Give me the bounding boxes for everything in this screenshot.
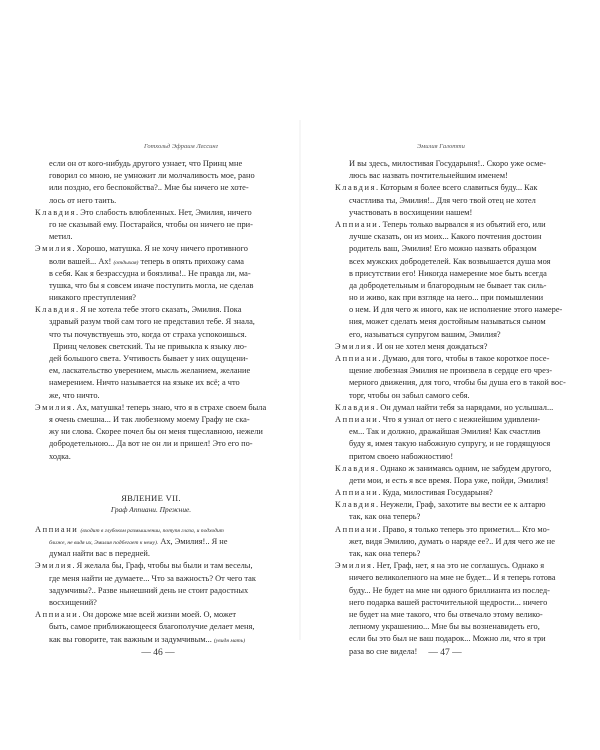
line-text: . Ах, матушка! теперь знаю, что я в страхе своем была bbox=[72, 402, 267, 412]
line-text: него подарка вашей расточительной щедрости... ничего bbox=[349, 597, 548, 607]
line-text: притом своею набожностию! bbox=[349, 451, 454, 461]
speaker-name: Аппиани bbox=[335, 414, 379, 424]
line-text: если он от кого-нибудь другого узнает, что Принц мне bbox=[49, 159, 243, 168]
text-line bbox=[35, 365, 267, 377]
line-text: да добродетельным и благородным не бывает так силь- bbox=[349, 280, 547, 290]
line-text: если бы это был не ваш подарок... Можно ли, что я три bbox=[349, 634, 546, 644]
text-line bbox=[35, 402, 267, 414]
speaker-name: Эмилия bbox=[35, 561, 73, 571]
stage-direction: ближе, не видя их, Эмилия подбегает к нему). bbox=[49, 540, 159, 547]
speaker-name: Аппиани bbox=[335, 354, 379, 363]
text-line bbox=[335, 353, 567, 365]
text-line bbox=[335, 414, 567, 426]
line-text: теперь в опять прихожу сама bbox=[138, 256, 244, 266]
speech-block bbox=[335, 158, 567, 182]
text-line bbox=[35, 524, 267, 536]
text-line bbox=[335, 499, 567, 511]
text-line bbox=[335, 560, 567, 572]
line-text: раза во сне видела! bbox=[349, 646, 418, 656]
text-line bbox=[335, 597, 567, 609]
speaker-name: Аппиани bbox=[335, 488, 379, 498]
line-text: как вы говорите, так важным и задумчивым... bbox=[49, 634, 214, 644]
page-number: — 46 — bbox=[141, 648, 175, 658]
page-body bbox=[335, 158, 567, 658]
line-text: . Думаю, для того, чтобы в такое короткое посе- bbox=[378, 354, 550, 363]
text-line bbox=[35, 536, 267, 548]
line-text: . Неужели, Граф, захотите вы вести ее к алтарю bbox=[376, 500, 546, 510]
line-text: лось от него таить. bbox=[49, 195, 117, 205]
line-text: никакого преступления? bbox=[49, 293, 136, 303]
text-line bbox=[335, 158, 567, 170]
line-text: дети мои, и есть я все время. Пора уже, пойди, Эмилия! bbox=[349, 475, 549, 485]
line-text: что ты почувствуешь это, когда от страха успокоишься. bbox=[49, 329, 247, 339]
line-text: Принц человек светский. Ты не привыкла к языку лю- bbox=[53, 341, 247, 351]
line-text: . Которым я более всего славиться буду... Как bbox=[376, 183, 538, 193]
speaker-name: Аппиани bbox=[335, 219, 379, 229]
scene-title: ЯВЛЕНИЕ VII. bbox=[121, 492, 181, 503]
text-line bbox=[35, 158, 267, 170]
text-line bbox=[35, 341, 267, 353]
line-text: в присутствии его! Никогда намерение мое быть всегда bbox=[349, 268, 547, 278]
speech-block bbox=[335, 402, 567, 414]
stage-direction: (отдыхая) bbox=[113, 259, 139, 266]
line-text: ничего великолепного на мне не будет... И я теперь готова bbox=[349, 573, 556, 583]
text-line bbox=[335, 633, 567, 645]
line-text: ем, ласкательство уверением, мысль желанием, желание bbox=[49, 366, 251, 376]
speaker-name: Клавдия bbox=[335, 183, 377, 193]
line-text: . Право, я только теперь это приметил... Кто мо- bbox=[378, 524, 550, 534]
line-text: но и живо, как при взгляде на него... при помышлении bbox=[349, 293, 544, 303]
text-line bbox=[335, 524, 567, 536]
line-text: ния, может сделать меня достойным называться сыном bbox=[349, 317, 546, 327]
line-text: . Куда, милостивая Государыня? bbox=[378, 488, 493, 498]
line-text: задумчивы?.. Разве нынешний день не стоит радостных bbox=[49, 585, 249, 595]
line-text: люсь вас назвать почтительнейшим именем! bbox=[349, 171, 508, 181]
speaker-name: Эмилия bbox=[35, 402, 73, 412]
line-text: буду... Не будет на мне ни одного бриллианта из послед- bbox=[349, 585, 550, 595]
line-text: . Нет, Граф, нет, я на это не соглашусь. Однако я bbox=[372, 561, 545, 571]
line-text: так, как она теперь? bbox=[349, 512, 421, 522]
line-text: торг, чтобы он забыл самого себя. bbox=[349, 390, 470, 400]
line-text: в себя. Как я безрассудна и боязлива!.. Не правда ли, ма- bbox=[49, 268, 251, 278]
line-text: думал найти вас в передней. bbox=[49, 549, 151, 559]
text-line bbox=[35, 316, 267, 328]
speech-block bbox=[35, 524, 267, 561]
line-text: щение любезная Эмилия не произвела в сердце его чрез- bbox=[349, 366, 553, 376]
line-text: воли вашей... Ах! bbox=[49, 256, 114, 266]
speech-block bbox=[335, 463, 567, 487]
line-text: буду я, имея такую набожную супругу, и не гордящуюся bbox=[349, 439, 551, 449]
text-line bbox=[35, 451, 267, 463]
line-text: мерного движения, для того, чтобы бы душа его в такой вос- bbox=[349, 378, 566, 388]
line-text: жу ни слова. Скорее почел бы он меня тщеславною, нежели bbox=[49, 427, 263, 437]
page-body bbox=[35, 158, 267, 646]
text-line bbox=[335, 426, 567, 438]
text-line bbox=[35, 609, 267, 621]
line-text: добродетельною... Да вот не он ли и пришел! Это его по- bbox=[49, 439, 253, 449]
speech-block bbox=[35, 304, 267, 402]
speaker-name: Аппиани bbox=[35, 524, 79, 534]
text-line bbox=[335, 316, 567, 328]
text-line bbox=[35, 548, 267, 560]
text-line bbox=[35, 243, 267, 255]
text-line bbox=[35, 634, 267, 646]
line-text: . Он дороже мне всей жизни моей. О, может bbox=[78, 610, 237, 620]
text-line bbox=[35, 256, 267, 268]
line-text: метил. bbox=[49, 232, 73, 242]
speaker-name: Клавдия bbox=[335, 463, 377, 473]
line-text: дей большого света. Учтивость бывает у них ощущени- bbox=[49, 354, 249, 363]
text-line bbox=[335, 463, 567, 475]
running-header: Эмилия Галотти bbox=[417, 143, 465, 150]
speech-block bbox=[335, 499, 567, 523]
line-text: ходка. bbox=[49, 451, 71, 461]
text-line bbox=[335, 304, 567, 316]
text-line bbox=[335, 609, 567, 621]
text-line bbox=[335, 475, 567, 487]
line-text: восхищений? bbox=[49, 598, 97, 607]
speaker-name: Клавдия bbox=[35, 305, 77, 315]
line-text: . Хорошо, матушка. Я не хочу ничего противного bbox=[72, 244, 248, 254]
text-line bbox=[335, 341, 567, 353]
line-text: же, что ничто. bbox=[49, 390, 100, 400]
speech-block bbox=[335, 182, 567, 219]
line-text: лучше сказать, он из моих... Какого почтения достоин bbox=[349, 232, 542, 242]
speech-block bbox=[35, 402, 267, 463]
text-line bbox=[335, 585, 567, 597]
speech-block bbox=[335, 353, 567, 402]
page-number: — 47 — bbox=[428, 648, 462, 658]
line-text: намерением. Ничто называется на языке их всё; а что bbox=[49, 378, 240, 388]
right-page bbox=[300, 0, 600, 750]
text-line bbox=[335, 511, 567, 523]
text-line bbox=[35, 219, 267, 231]
speech-block bbox=[35, 560, 267, 609]
text-line bbox=[335, 256, 567, 268]
text-line bbox=[335, 390, 567, 402]
text-line bbox=[35, 353, 267, 365]
text-line bbox=[335, 243, 567, 255]
stage-direction: (входит в глубоком размышлении, потупя глаза, и подходит bbox=[80, 527, 224, 534]
speech-block bbox=[35, 609, 267, 646]
speaker-name: Клавдия bbox=[35, 207, 77, 217]
speech-block bbox=[335, 219, 567, 341]
text-line bbox=[335, 207, 567, 219]
text-line bbox=[35, 560, 267, 572]
line-text: . И он не хотел меня дождаться? bbox=[372, 341, 488, 351]
text-line bbox=[335, 182, 567, 194]
text-line bbox=[335, 402, 567, 414]
line-text: И вы здесь, милостивая Государыня!.. Скоро уже осме- bbox=[349, 159, 546, 168]
line-text: . Это слабость влюбленных. Нет, Эмилия, ничего bbox=[76, 207, 252, 217]
text-line bbox=[335, 329, 567, 341]
text-line bbox=[35, 231, 267, 243]
text-line bbox=[335, 451, 567, 463]
scene-characters: Граф Аппиани. Прежние. bbox=[110, 504, 192, 514]
line-text: . Однако ж занимаясь одним, не забудем другого, bbox=[376, 463, 552, 473]
text-line bbox=[335, 170, 567, 182]
line-text: счастлива ты, Эмилия!.. Для чего твой отец не хотел bbox=[349, 195, 536, 205]
line-text: . Что я узнал от него с нежнейшим удивлени- bbox=[378, 414, 541, 424]
line-text: . Он думал найти тебя за нарядами, но услышал... bbox=[376, 402, 554, 412]
line-text: быть, самое приближающееся благополучие делает меня, bbox=[49, 622, 255, 632]
text-line bbox=[35, 573, 267, 585]
text-line bbox=[35, 292, 267, 304]
line-text: . Теперь только вырвался я из объятий его, или bbox=[378, 219, 546, 229]
line-text: тушка, что бы я совсем иначе поступить могла, не сделав bbox=[49, 280, 254, 290]
text-line bbox=[35, 304, 267, 316]
line-text: жет, видя Эмилию, думать о наряде ее?.. И для чего же не bbox=[349, 536, 555, 546]
line-text: . Я не хотела тебе этого сказать, Эмилия. Пока bbox=[76, 305, 242, 315]
text-line bbox=[35, 390, 267, 402]
running-header: Готхольд Эфраим Лессинг bbox=[144, 143, 219, 150]
line-text: так, как она теперь? bbox=[349, 549, 421, 558]
text-line bbox=[335, 548, 567, 560]
text-line bbox=[335, 377, 567, 389]
text-line bbox=[35, 329, 267, 341]
text-line bbox=[35, 280, 267, 292]
speech-block bbox=[35, 207, 267, 244]
text-line bbox=[35, 377, 267, 389]
line-text: здравый разум твой сам того не представил тебе. Я знала, bbox=[49, 317, 255, 327]
speech-block bbox=[35, 158, 267, 207]
speaker-name: Аппиани bbox=[335, 524, 379, 534]
text-line bbox=[35, 207, 267, 219]
text-line bbox=[35, 182, 267, 194]
speech-block bbox=[335, 560, 567, 658]
text-line bbox=[335, 572, 567, 584]
text-line bbox=[335, 195, 567, 207]
text-line bbox=[335, 219, 567, 231]
text-line bbox=[35, 414, 267, 426]
speech-block bbox=[335, 524, 567, 561]
line-text: ем... Так и должно, дражайшая Эмилия! Как счастлив bbox=[349, 427, 541, 437]
speech-block bbox=[335, 341, 567, 353]
line-text: я очень смешна... И так любезному моему Графу не ска- bbox=[49, 414, 250, 424]
text-line bbox=[35, 585, 267, 597]
line-text: всех мужских добродетелей. Как возвышается душа моя bbox=[349, 256, 551, 266]
line-text: его, называться супругом вашим, Эмилия? bbox=[349, 329, 501, 339]
line-text: лепному украшению... Мне бы вы возненавидеть его, bbox=[349, 622, 540, 632]
speaker-name: Клавдия bbox=[335, 500, 377, 510]
text-line bbox=[335, 280, 567, 292]
line-text: участвовать в восхищении нашем! bbox=[349, 207, 473, 217]
text-line bbox=[335, 487, 567, 499]
text-line bbox=[335, 268, 567, 280]
line-text: родитель ваш, Эмилия! Его можно назвать образцом bbox=[349, 244, 537, 254]
speech-block bbox=[335, 414, 567, 463]
text-line bbox=[35, 621, 267, 633]
text-line bbox=[35, 268, 267, 280]
line-text: не будет на мне такого, что бы отвечало этому велико- bbox=[349, 609, 543, 619]
line-text: или поздно, его беспокойства?.. Мне бы ничего не хоте- bbox=[49, 183, 249, 193]
text-line bbox=[35, 426, 267, 438]
line-text: . Я желала бы, Граф, чтобы вы были и там веселы, bbox=[72, 561, 253, 571]
text-line bbox=[35, 597, 267, 609]
stage-direction: (увидя мать) bbox=[213, 637, 246, 644]
speech-block bbox=[335, 487, 567, 499]
line-text: где меня найти не думаете... Что за важность? От чего так bbox=[49, 573, 256, 583]
text-line bbox=[335, 438, 567, 450]
text-line bbox=[335, 536, 567, 548]
speaker-name: Эмилия bbox=[35, 244, 73, 254]
text-line bbox=[35, 170, 267, 182]
line-text: го не сказывай ему. Постарайся, чтобы он ничего не при- bbox=[49, 219, 253, 229]
line-text: Ах, Эмилия!.. Я не bbox=[158, 537, 228, 547]
text-line bbox=[335, 621, 567, 633]
speaker-name: Эмилия bbox=[335, 341, 373, 351]
line-text: говорил со мною, не умножит ли молчаливость мое, рано bbox=[49, 171, 255, 181]
speaker-name: Аппиани bbox=[35, 610, 79, 620]
text-line bbox=[335, 292, 567, 304]
text-line bbox=[335, 365, 567, 377]
text-line bbox=[35, 195, 267, 207]
text-line bbox=[35, 438, 267, 450]
line-text: о нем. И для чего ж иного, как не исполнение этого намере- bbox=[349, 305, 563, 315]
speaker-name: Эмилия bbox=[335, 561, 373, 571]
text-line bbox=[335, 231, 567, 243]
speech-block bbox=[35, 243, 267, 304]
speaker-name: Клавдия bbox=[335, 402, 377, 412]
